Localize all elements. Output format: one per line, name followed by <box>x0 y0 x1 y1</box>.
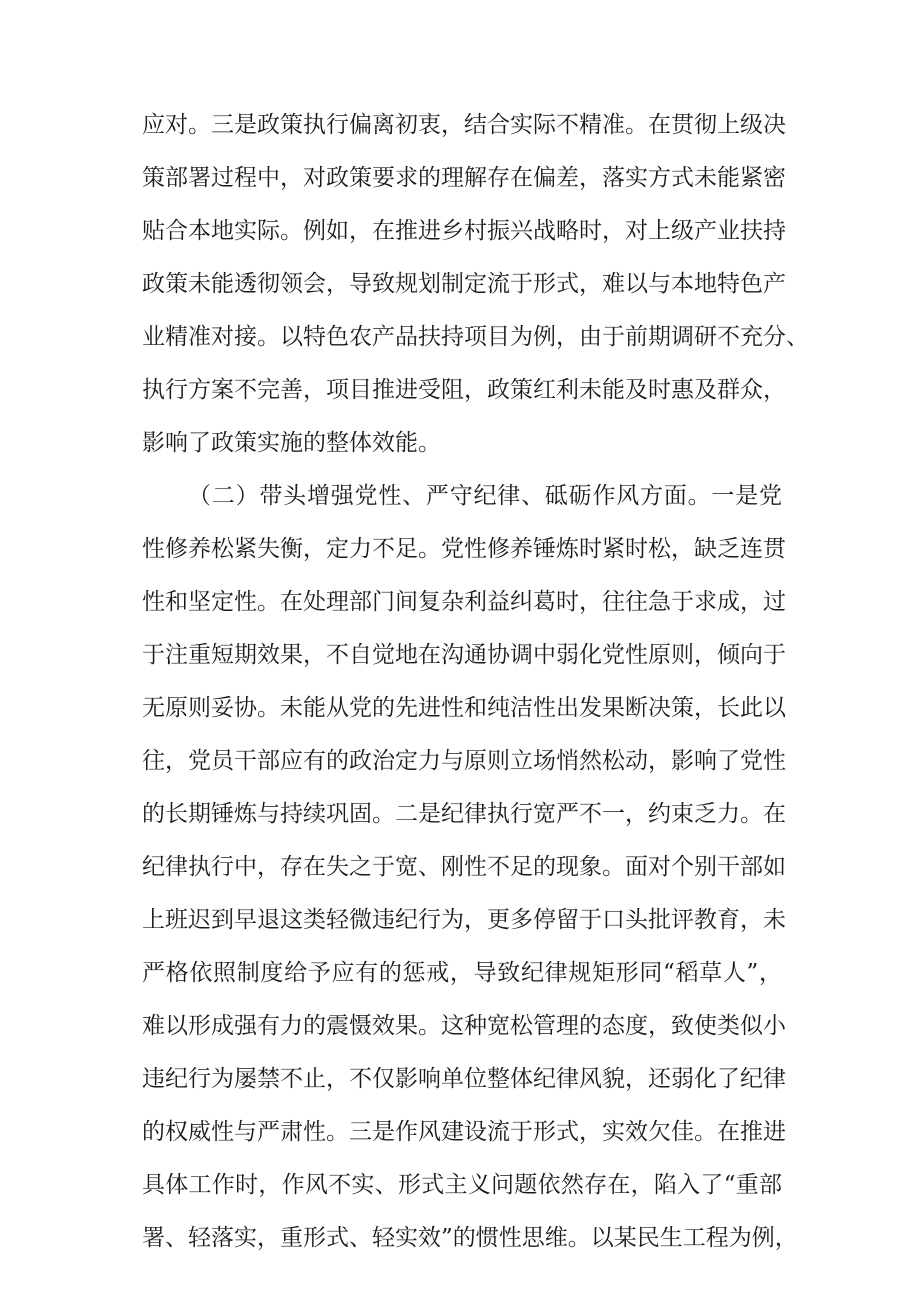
text-line: 性修养松紧失衡，定力不足。党性修养锤炼时紧时松，缺乏连贯 <box>142 536 786 562</box>
text-line: 性和坚定性。在处理部门间复杂利益纠葛时，往往急于求成，过 <box>142 589 786 615</box>
text-line: 策部署过程中，对政策要求的理解存在偏差，落实方式未能紧密 <box>142 165 786 191</box>
text-line: 具体工作时，作风不实、形式主义问题依然存在，陷入了“重部 <box>142 1172 782 1198</box>
text-line: 纪律执行中，存在失之于宽、刚性不足的现象。面对个别干部如 <box>142 854 786 880</box>
text-line: 的长期锤炼与持续巩固。二是纪律执行宽严不一，约束乏力。在 <box>142 801 786 827</box>
text-line: 违纪行为屡禁不止，不仅影响单位整体纪律风貌，还弱化了纪律 <box>142 1066 786 1092</box>
section-heading-line: （二）带头增强党性、严守纪律、砥砺作风方面。一是党 <box>188 483 782 509</box>
text-line: 往，党员干部应有的政治定力与原则立场悄然松动，影响了党性 <box>142 748 786 774</box>
text-line: 影响了政策实施的整体效能。 <box>142 430 441 456</box>
text-line: 政策未能透彻领会，导致规划制定流于形式，难以与本地特色产 <box>142 271 786 297</box>
text-line: 贴合本地实际。例如，在推进乡村振兴战略时，对上级产业扶持 <box>142 218 786 244</box>
text-line: 于注重短期效果，不自觉地在沟通协调中弱化党性原则，倾向于 <box>142 642 786 668</box>
text-line: 执行方案不完善，项目推进受阻，政策红利未能及时惠及群众， <box>142 377 786 403</box>
text-line: 严格依照制度给予应有的惩戒，导致纪律规矩形同“稻草人”， <box>142 960 782 986</box>
text-line: 应对。三是政策执行偏离初衷，结合实际不精准。在贯彻上级决 <box>142 112 786 138</box>
text-line: 业精准对接。以特色农产品扶持项目为例，由于前期调研不充分、 <box>142 324 809 350</box>
text-line: 无原则妥协。未能从党的先进性和纯洁性出发果断决策，长此以 <box>142 695 786 721</box>
text-line: 署、轻落实，重形式、轻实效”的惯性思维。以某民生工程为例， <box>142 1225 798 1251</box>
text-line: 的权威性与严肃性。三是作风建设流于形式，实效欠佳。在推进 <box>142 1119 786 1145</box>
text-line: 上班迟到早退这类轻微违纪行为，更多停留于口头批评教育，未 <box>142 907 786 933</box>
text-line: 难以形成强有力的震慑效果。这种宽松管理的态度，致使类似小 <box>142 1013 786 1039</box>
